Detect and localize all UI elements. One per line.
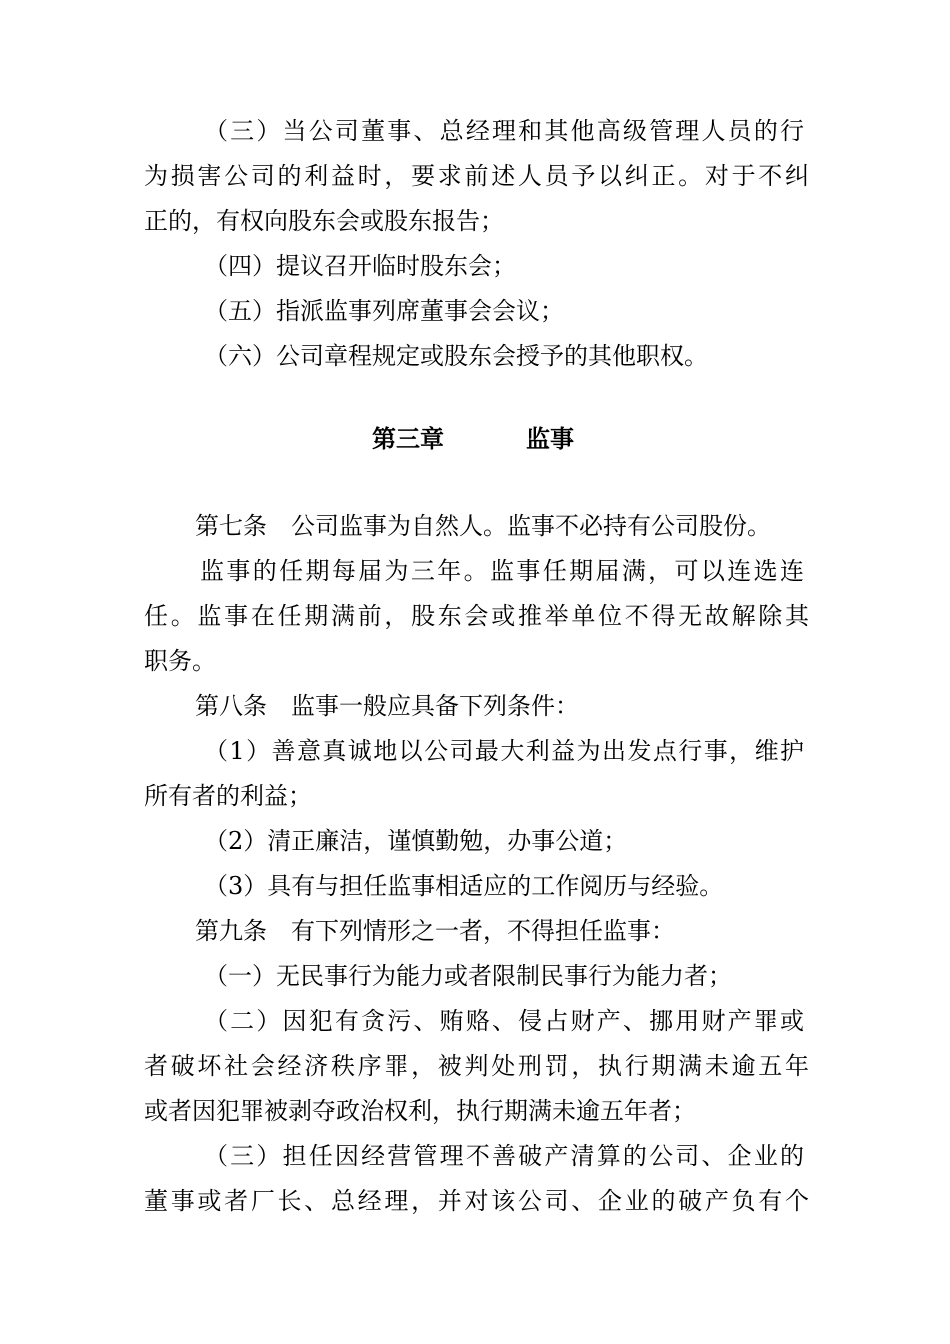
list-item-line: 者破坏社会经济秩序罪，被判处刑罚，执行期满未逾五年 [144,1052,809,1080]
paragraph-line: 任。监事在任期满前，股东会或推举单位不得无故解除其 [144,602,809,630]
article-line: 第九条 有下列情形之一者，不得担任监事： [195,917,675,945]
paragraph-line: （四）提议召开临时股东会； [204,252,516,280]
paragraph-line: 为损害公司的利益时，要求前述人员予以纠正。对于不纠 [144,162,809,190]
list-item-line: （1）善意真诚地以公司最大利益为出发点行事，维护 [204,737,804,765]
paragraph-line: 正的，有权向股东会或股东报告； [144,207,504,235]
chapter-title: 监事 [526,424,574,453]
list-item-line: （2）清正廉洁，谨慎勤勉，办事公道； [204,827,628,855]
paragraph-line: 职务。 [144,647,216,675]
article-line: 第八条 监事一般应具备下列条件： [195,692,579,720]
list-item-line: （3）具有与担任监事相适应的工作阅历与经验。 [204,872,724,900]
list-item-line: （一）无民事行为能力或者限制民事行为能力者； [204,962,732,990]
list-item-line: （二）因犯有贪污、贿赂、侵占财产、挪用财产罪或 [204,1007,804,1035]
article-line: 第七条 公司监事为自然人。监事不必持有公司股份。 [195,512,771,540]
chapter-number: 第三章 [372,424,444,453]
list-item-line: （三）担任因经营管理不善破产清算的公司、企业的 [204,1142,804,1170]
paragraph-line: （六）公司章程规定或股东会授予的其他职权。 [204,342,708,370]
list-item-line: 董事或者厂长、总经理，并对该公司、企业的破产负有个 [144,1187,809,1215]
paragraph-line: （三）当公司董事、总经理和其他高级管理人员的行 [204,117,804,145]
list-item-line: 或者因犯罪被剥夺政治权利，执行期满未逾五年者； [144,1097,696,1125]
paragraph-line: 监事的任期每届为三年。监事任期届满，可以连选连 [200,557,804,585]
list-item-line: 所有者的利益； [144,782,312,810]
paragraph-line: （五）指派监事列席董事会会议； [204,297,564,325]
chapter-heading [0,423,950,455]
